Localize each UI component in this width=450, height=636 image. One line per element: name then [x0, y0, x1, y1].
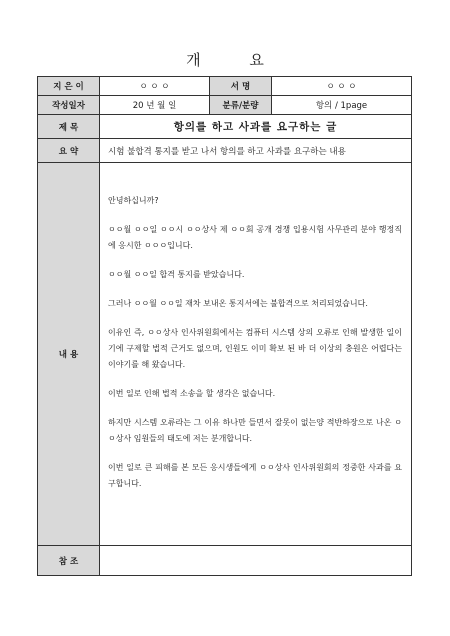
- category-value: 항의 / 1page: [272, 96, 412, 115]
- summary-label: 요 약: [38, 139, 100, 163]
- content-paragraph: 이유인 즉, ㅇㅇ상사 인사위원회에서는 컴퓨터 시스템 상의 오류로 인해 발생한 일이기에 구제할 법적 근거도 없으며, 인원도 이미 확보 된 바 더 이상의 충원은 어렵다는 이야기를 해 왔습니다.: [108, 328, 402, 369]
- content-body: [100, 163, 412, 546]
- content-paragraph: 안녕하십니까?: [108, 196, 159, 205]
- name-label: 서 명: [210, 77, 272, 96]
- name-value: ㅇ ㅇ ㅇ: [272, 77, 412, 96]
- summary-value: 시험 불합격 통지를 받고 나서 항의를 하고 사과를 요구하는 내용: [100, 139, 412, 163]
- subject-label: 제 목: [38, 115, 100, 139]
- content-paragraph: 그러나 ㅇㅇ월 ㅇㅇ일 재차 보내온 통지서에는 불합격으로 처리되었습니다.: [108, 299, 368, 308]
- content-paragraph: 이번 일로 인해 법적 소송을 할 생각은 없습니다.: [108, 389, 276, 398]
- date-label: 작성일자: [38, 96, 100, 115]
- reference-value: [100, 546, 412, 576]
- author-label: 지 은 이: [38, 77, 100, 96]
- date-value: 20 년 월 일: [100, 96, 210, 115]
- summary-form-table: [37, 76, 412, 576]
- content-paragraph: ㅇㅇ월 ㅇㅇ일 ㅇㅇ시 ㅇㅇ상사 제 ㅇㅇ회 공개 경쟁 입용시험 사무관리 분야 행정직에 응시한 ㅇㅇㅇ입니다.: [108, 225, 402, 250]
- subject-value: 항의를 하고 사과를 요구하는 글: [100, 115, 412, 139]
- author-value: ㅇ ㅇ ㅇ: [100, 77, 210, 96]
- content-label: 내 용: [38, 163, 100, 546]
- content-paragraph: 하지만 시스템 오류라는 그 이유 하나만 들면서 잘못이 없는양 적반하장으로 나온 ㅇㅇ상사 임원들의 태도에 저는 분개합니다.: [108, 418, 402, 443]
- content-paragraph: ㅇㅇ월 ㅇㅇ일 합격 통지를 받았습니다.: [108, 270, 245, 279]
- content-paragraph: 이번 일로 큰 피해를 본 모든 응시생들에게 ㅇㅇ상사 인사위원회의 정중한 사과를 요구합니다.: [108, 463, 402, 488]
- reference-label: 참 조: [38, 546, 100, 576]
- document-title: 개 요: [186, 51, 286, 69]
- category-label: 분류/분량: [210, 96, 272, 115]
